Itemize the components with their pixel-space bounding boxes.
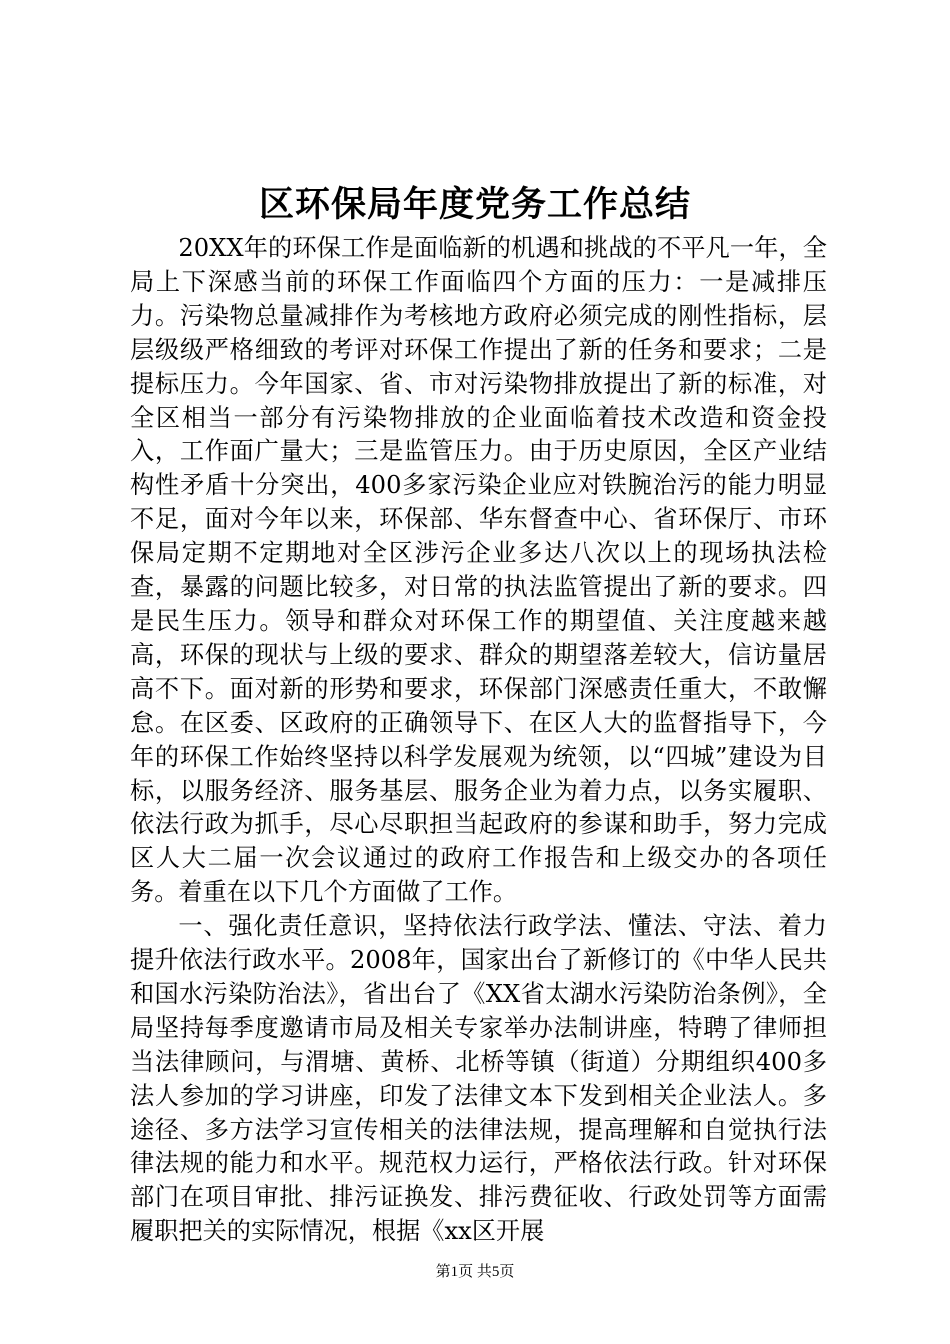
page-number-footer: 第1页 共5页: [435, 1264, 515, 1280]
document-title: 区环保局年度党务工作总结: [258, 185, 691, 225]
paragraph-intro: 20XX年的环保工作是面临新的机遇和挑战的不平凡一年，全局上下深感当前的环保工作面临四个方面的压力：一是减排压力。污染物总量减排作为考核地方政府必须完成的刚性指标，层层级级严格细致的考评对环保工作提出了新的任务和要求；二是提标压力。今年国家、省、市对污染物排放提出了新的标准，对全区相当一部分有污染物排放的企业面临着技术改造和资金投入，工作面广量大；三是监管压力。由于历史原因，全区产业结构性矛盾十分突出，400多家污染企业应对铁腕治污的能力明显不足，面对今年以来，环保部、华东督查中心、省环保厅、市环保局定期不定期地对全区涉污企业多达八次以上的现场执法检查，暴露的问题比较多，对日常的执法监管提出了新的要求。四是民生压力。领导和群众对环保工作的期望值、关注度越来越高，环保的现状与上级的要求、群众的期望落差较大，信访量居高不下。面对新的形势和要求，环保部门深感责任重大，不敢懈怠。在区委、区政府的正确领导下、在区人大的监督指导下，今年的环保工作始终坚持以科学发展观为统领，以“四城”建设为目标，以服务经济、服务基层、服务企业为着力点，以务实履职、依法行政为抓手，尽心尽职担当起政府的参谋和助手，努力完成区人大二届一次会议通过的政府工作报告和上级交办的各项任务。着重在以下几个方面做了工作。: [130, 234, 827, 907]
document-body: [130, 232, 827, 1249]
paragraph-section-1: 一、强化责任意识，坚持依法行政学法、懂法、守法、着力提升依法行政水平。2008年，国家出台了新修订的《中华人民共和国水污染防治法》，省出台了《XX省太湖水污染防治条例》，全局坚持每季度邀请市局及相关专家举办法制讲座，特聘了律师担当法律顾问，与渭塘、黄桥、北桥等镇（街道）分期组织400多法人参加的学习讲座，印发了法律文本下发到相关企业法人。多途径、多方法学习宣传相关的法律法规，提高理解和自觉执行法律法规的能力和水平。规范权力运行，严格依法行政。针对环保部门在项目审批、排污证换发、排污费征收、行政处罚等方面需履职把关的实际情况，根据《xx区开展: [130, 912, 827, 1246]
